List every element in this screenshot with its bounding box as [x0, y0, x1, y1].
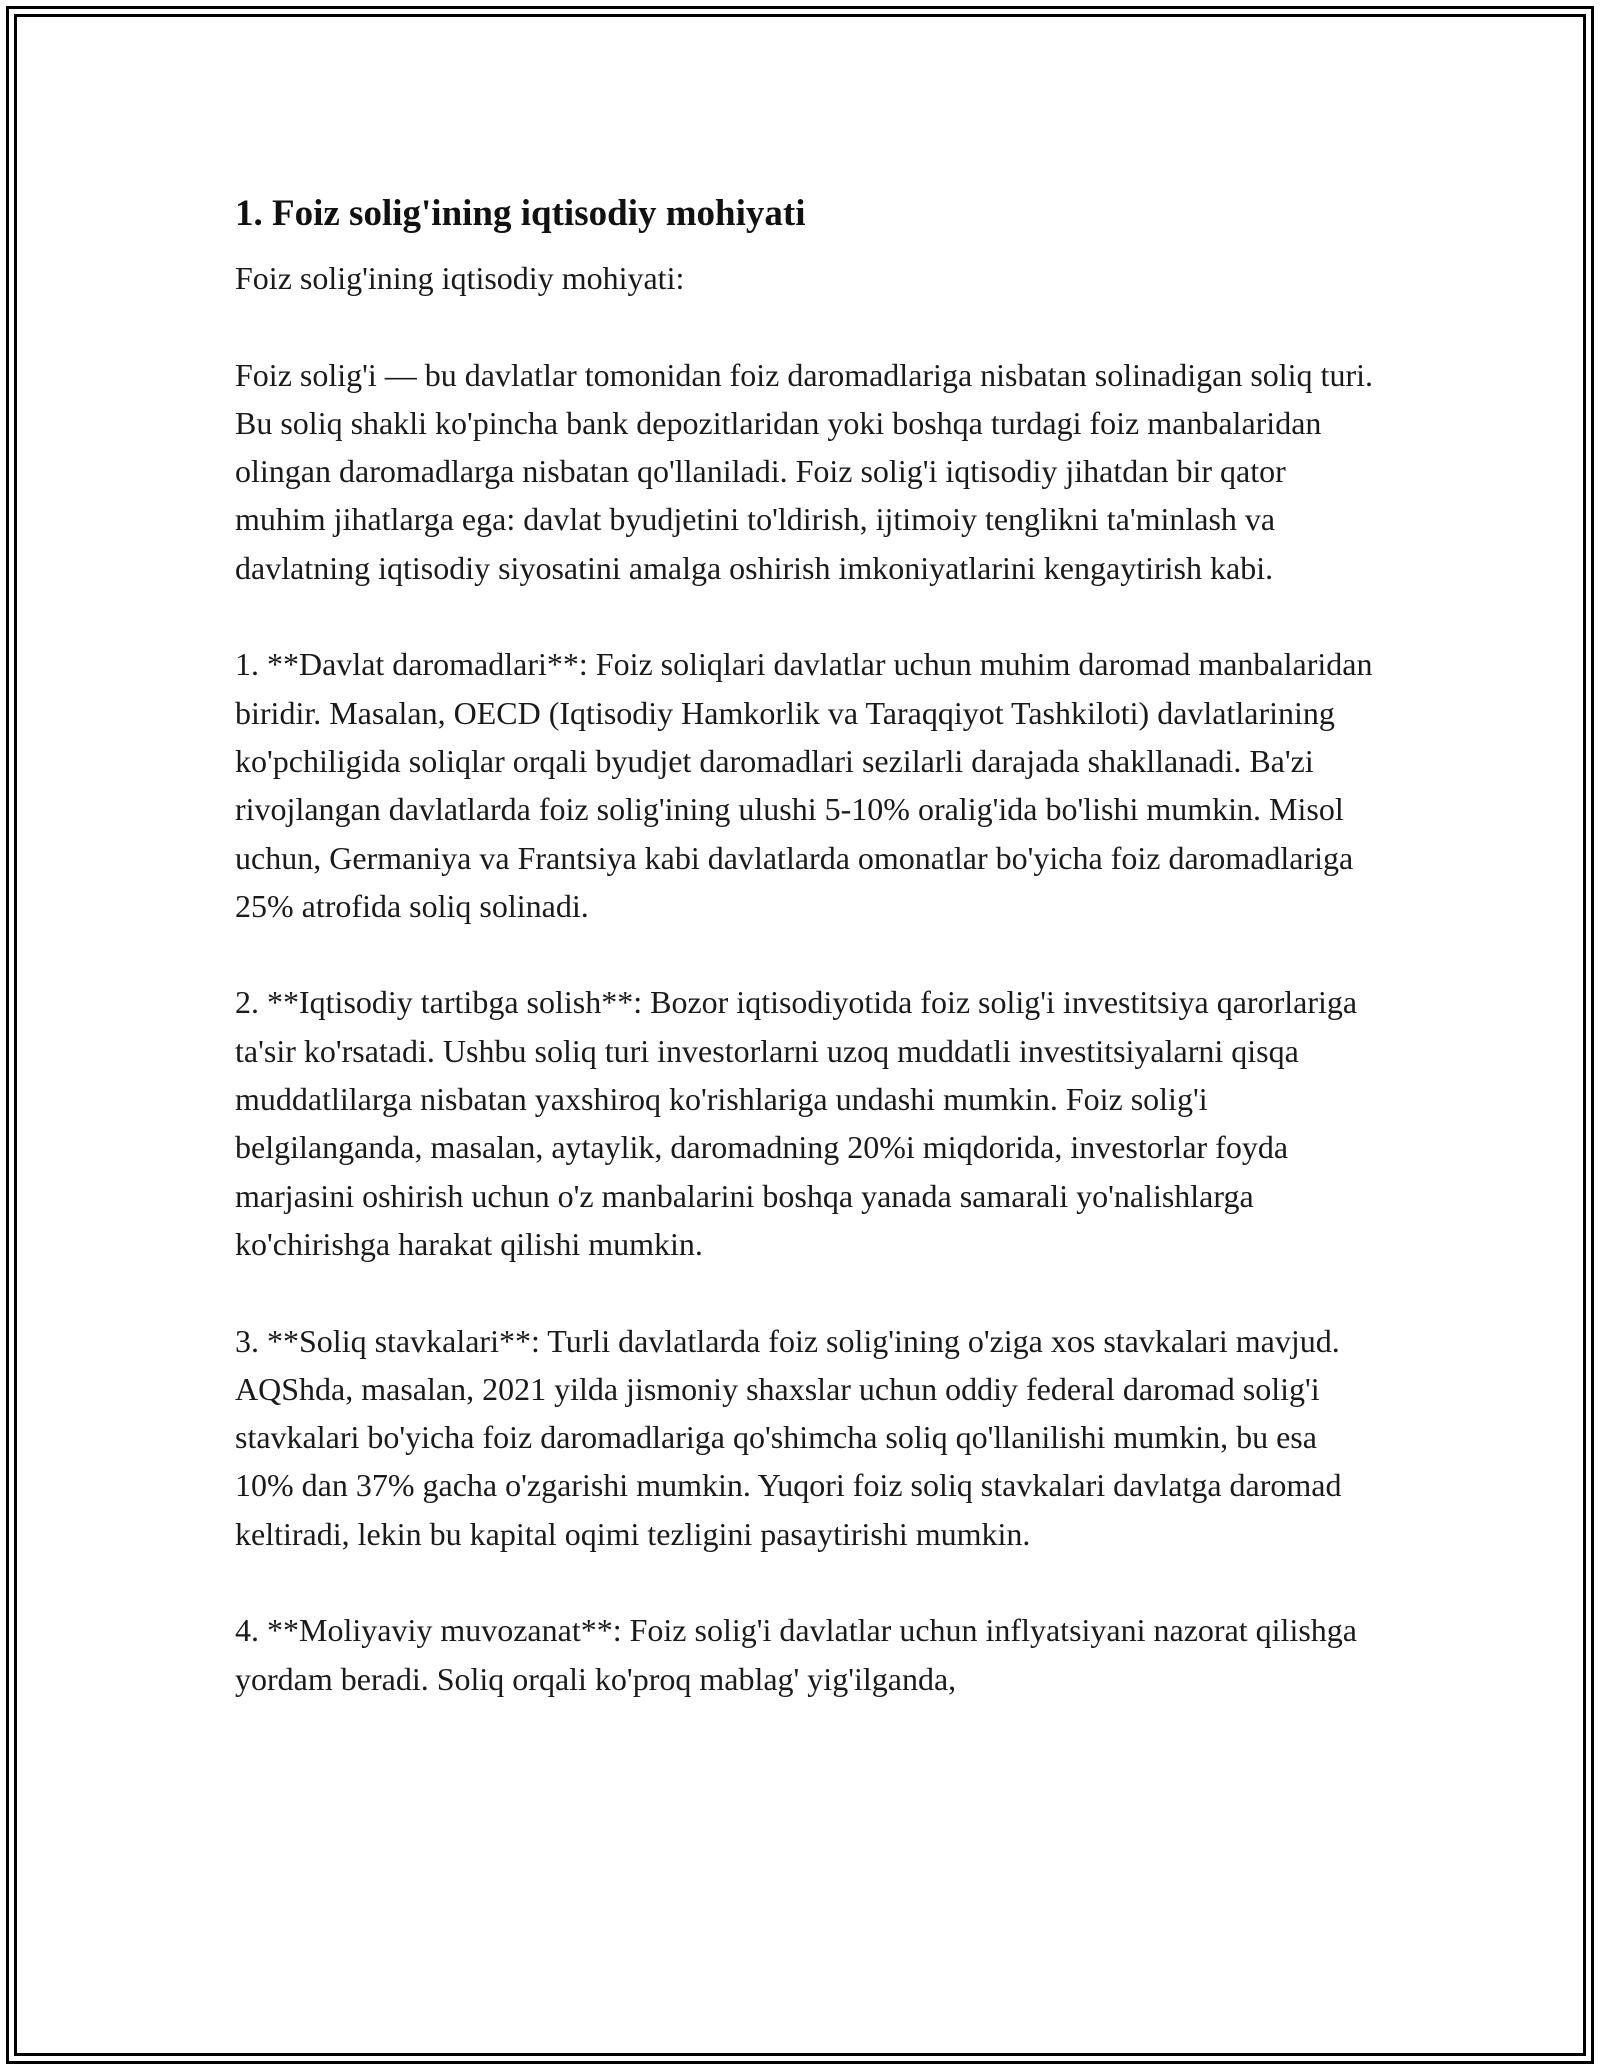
definition-paragraph: Foiz solig'i — bu davlatlar tomonidan foiz daromadlariga nisbatan solinadigan soliq turi. Bu soliq shakli ko'pincha bank depozitlaridan yoki boshqa turdagi foiz manbalaridan olingan daromadlarga nisbatan qo'llaniladi. Foiz solig'i iqtisodiy jihatdan bir qator muhim jihatlarga ega: davlat byudjetini to'ldirish, ijtimoiy tenglikni ta'minlash va davlatning iqtisodiy siyosatini amalga oshirish imkoniyatlarini kengaytirish kabi. [235, 356, 1373, 586]
point-1-paragraph: 1. **Davlat daromadlari**: Foiz soliqlari davlatlar uchun muhim daromad manbalaridan biridir. Masalan, OECD (Iqtisodiy Hamkorlik va Taraqqiyot Tashkiloti) davlatlarining ko'pchiligida soliqlar orqali byudjet daromadlari sezilarli darajada shakllanadi. Ba'zi rivojlangan davlatlarda foiz solig'ining ulushi 5-10% oralig'ida bo'lishi mumkin. Misol uchun, Germaniya va Frantsiya kabi davlatlarda omonatlar bo'yicha foiz daromadlariga 25% atrofida soliq solinadi. [235, 646, 1373, 924]
intro-heading-paragraph: Foiz solig'ining iqtisodiy mohiyati: [235, 260, 685, 296]
document-title: 1. Foiz solig'ining iqtisodiy mohiyati [235, 193, 806, 234]
point-2-paragraph: 2. **Iqtisodiy tartibga solish**: Bozor iqtisodiyotida foiz solig'i investitsiya qarorlariga ta'sir ko'rsatadi. Ushbu soliq turi investorlarni uzoq muddatli investitsiyalarni qisqa muddatlilarga nisbatan yaxshiroq ko'rishlariga undashi mumkin. Foiz solig'i belgilanganda, masalan, aytaylik, daromadning 20%i miqdorida, investorlar foyda marjasini oshirish uchun o'z manbalarini boshqa yanada samarali yo'nalishlarga ko'chirishga harakat qilishi mumkin. [235, 984, 1358, 1262]
point-3-paragraph: 3. **Soliq stavkalari**: Turli davlatlarda foiz solig'ining o'ziga xos stavkalari mavjud. AQShda, masalan, 2021 yilda jismoniy shaxslar uchun oddiy federal daromad solig'i stavkalari bo'yicha foiz daromadlariga qo'shimcha soliq qo'llanilishi mumkin, bu esa 10% dan 37% gacha o'zgarishi mumkin. Yuqori foiz soliq stavkalari davlatga daromad keltiradi, lekin bu kapital oqimi tezligini pasaytirishi mumkin. [235, 1322, 1342, 1552]
document-body [235, 186, 1375, 1703]
point-4-paragraph: 4. **Moliyaviy muvozanat**: Foiz solig'i davlatlar uchun inflyatsiyani nazorat qilishga yordam beradi. Soliq orqali ko'proq mablag' yig'ilganda, [235, 1612, 1357, 1697]
